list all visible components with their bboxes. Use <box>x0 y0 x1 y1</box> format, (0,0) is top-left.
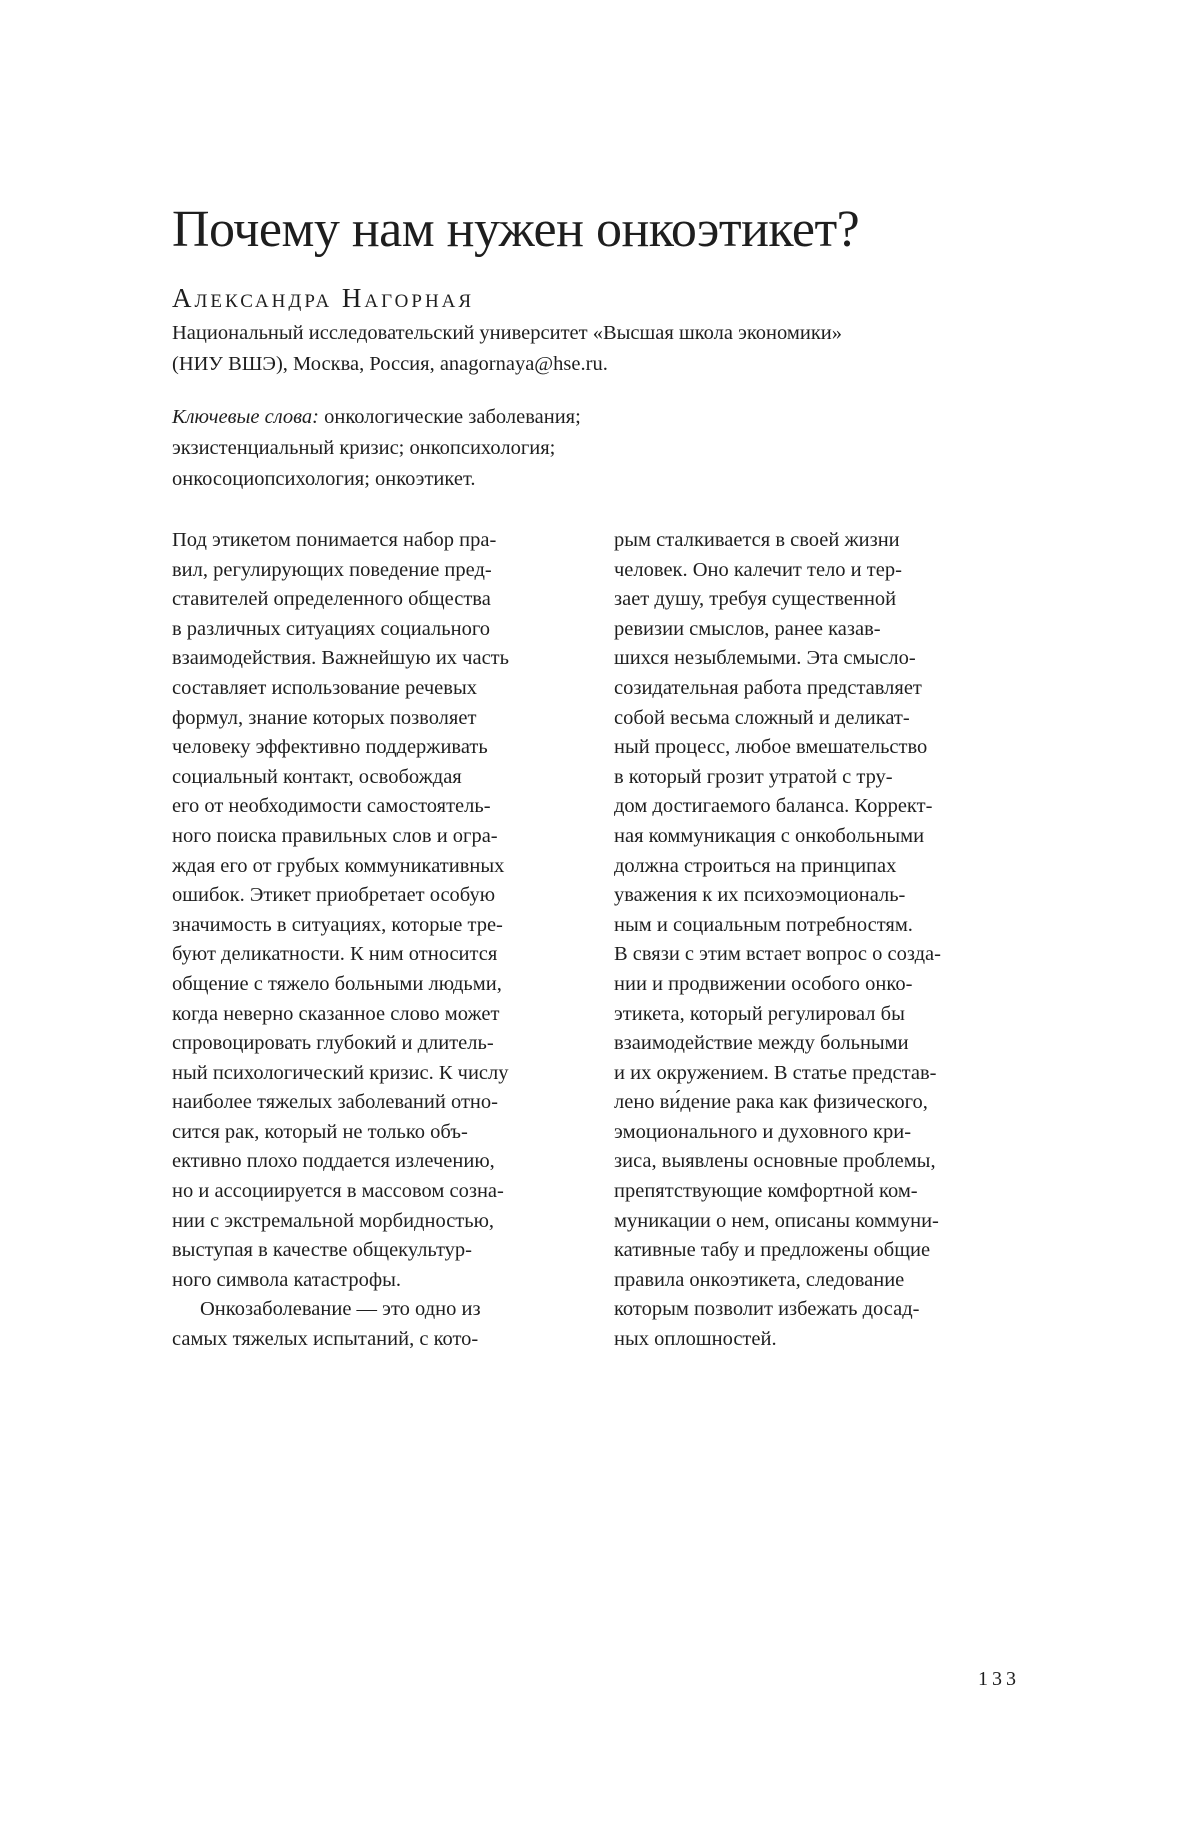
abstract-line: социальный контакт, освобождая <box>172 765 462 788</box>
article-title: Почему нам нужен онкоэтикет? <box>172 201 860 258</box>
abstract-line: в который грозит утратой с тру- <box>614 765 893 788</box>
abstract-line: и их окружением. В статье представ- <box>614 1061 937 1084</box>
keywords-line: экзистенциальный кризис; онкопсихология; <box>172 437 556 459</box>
abstract-line: когда неверно сказанное слово может <box>172 1002 500 1025</box>
abstract-line: значимость в ситуациях, которые тре- <box>172 913 503 936</box>
abstract-line: кативные табу и предложены общие <box>614 1239 931 1262</box>
abstract-line: муникации о нем, описаны коммуни- <box>614 1209 939 1232</box>
abstract-line: ная коммуникация с онкобольными <box>614 824 925 847</box>
abstract-line: собой весьма сложный и деликат- <box>614 706 910 729</box>
abstract-line: спровоцировать глубокий и длитель- <box>172 1032 494 1055</box>
abstract-line: ставителей определенного общества <box>172 588 491 611</box>
abstract-line: человеку эффективно поддерживать <box>172 736 488 759</box>
abstract-line: которым позволит избежать досад- <box>614 1298 920 1321</box>
abstract-line: шихся незыблемыми. Эта смысло- <box>614 647 916 670</box>
abstract-line: нии и продвижении особого онко- <box>614 972 913 995</box>
author-name: Александра Нагорная <box>172 283 475 313</box>
abstract-line: взаимодействие между больными <box>614 1032 909 1055</box>
abstract-line: ный процесс, любое вмешательство <box>614 736 928 759</box>
abstract-line: наиболее тяжелых заболеваний отно- <box>172 1091 498 1114</box>
abstract-line: составляет использование речевых <box>172 676 477 699</box>
abstract-line: зает душу, требуя существенной <box>614 588 897 611</box>
abstract-right-column <box>614 526 1034 1355</box>
abstract-line: ждая его от грубых коммуникативных <box>172 854 505 877</box>
affiliation-line: (НИУ ВШЭ), Москва, Россия, anagornaya@hse.ru. <box>172 353 608 375</box>
abstract-line: созидательная работа представляет <box>614 676 922 699</box>
abstract-line: ного поиска правильных слов и огра- <box>172 824 498 847</box>
abstract-line: его от необходимости самостоятель- <box>172 795 491 818</box>
keywords-text: онкологические заболевания; <box>319 406 581 428</box>
abstract-line: этикета, который регулировал бы <box>614 1002 905 1025</box>
abstract-line: должна строиться на принципах <box>614 854 897 877</box>
keywords-label: Ключевые слова: <box>172 406 319 428</box>
abstract-line: уважения к их психоэмоциональ- <box>614 884 906 907</box>
abstract-left-column <box>172 526 592 1355</box>
abstract-line: ективно плохо поддается излечению, <box>172 1150 495 1173</box>
abstract-line: вил, регулирующих поведение пред- <box>172 558 492 581</box>
abstract-line: ных оплошностей. <box>614 1328 777 1351</box>
abstract-line: но и ассоциируется в массовом созна- <box>172 1180 504 1203</box>
abstract-line: ревизии смыслов, ранее казав- <box>614 617 881 640</box>
abstract-line: ный психологический кризис. К числу <box>172 1061 509 1084</box>
abstract-line: сится рак, который не только объ- <box>172 1120 468 1143</box>
abstract-line: В связи с этим встает вопрос о созда- <box>614 943 941 966</box>
abstract-line: самых тяжелых испытаний, с кото- <box>172 1328 479 1351</box>
abstract-line: ным и социальным потребностям. <box>614 913 913 936</box>
keywords-block <box>172 402 732 495</box>
affiliation-line: Национальный исследовательский университет «Высшая школа экономики» <box>172 322 843 344</box>
abstract-line: взаимодействия. Важнейшую их часть <box>172 647 509 670</box>
abstract-line: ного символа катастрофы. <box>172 1268 402 1291</box>
abstract-line: Онкозаболевание — это одно из <box>200 1298 481 1321</box>
abstract-line: ошибок. Этикет приобретает особую <box>172 884 496 907</box>
keywords-line <box>172 402 732 433</box>
abstract-line: правила онкоэтикета, следование <box>614 1268 905 1291</box>
abstract-line: зиса, выявлены основные проблемы, <box>614 1150 936 1173</box>
abstract-line: лено ви́дение рака как физического, <box>614 1091 928 1114</box>
abstract-line: препятствующие комфортной ком- <box>614 1180 918 1203</box>
abstract-line: Под этикетом понимается набор пра- <box>172 529 497 551</box>
page-number: 133 <box>978 1668 1020 1690</box>
abstract-line: выступая в качестве общекультур- <box>172 1239 473 1262</box>
abstract-line: рым сталкивается в своей жизни <box>614 529 900 551</box>
abstract-line: нии с экстремальной морбидностью, <box>172 1209 495 1232</box>
abstract-line: дом достигаемого баланса. Коррект- <box>614 795 933 818</box>
abstract-line: формул, знание которых позволяет <box>172 706 477 729</box>
author-affiliation <box>172 318 1032 380</box>
abstract-line: буют деликатности. К ним относится <box>172 943 498 966</box>
abstract-line: общение с тяжело больными людьми, <box>172 972 502 995</box>
abstract-line: в различных ситуациях социального <box>172 617 490 640</box>
keywords-line: онкосоциопсихология; онкоэтикет. <box>172 468 476 490</box>
abstract-line: человек. Оно калечит тело и тер- <box>614 558 902 581</box>
abstract-line: эмоционального и духовного кри- <box>614 1120 912 1143</box>
